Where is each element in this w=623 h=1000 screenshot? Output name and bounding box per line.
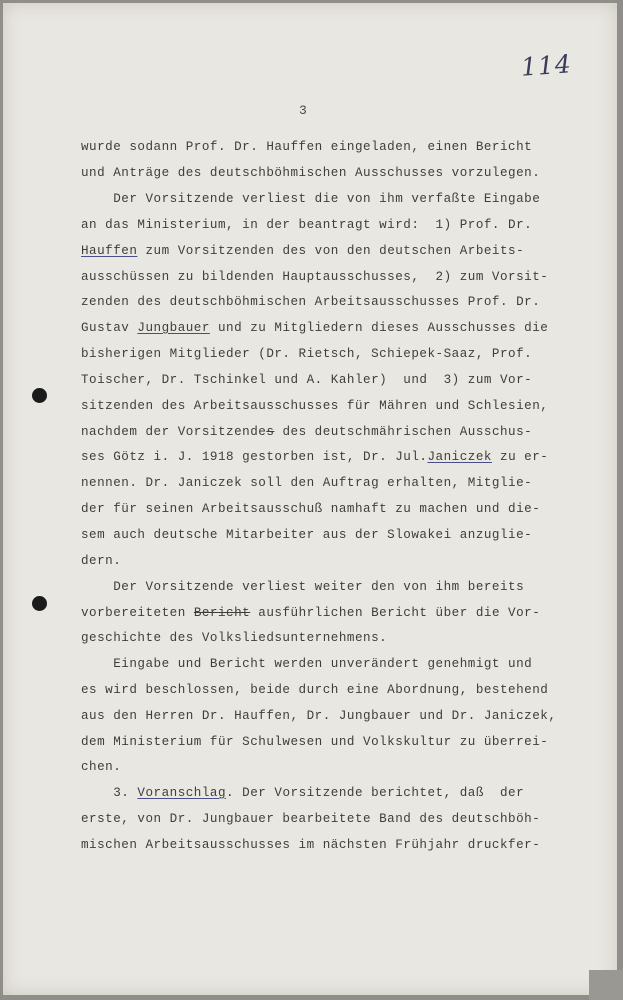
text-line: der für seinen Arbeitsausschuß namhaft zu machen und die- — [81, 502, 541, 516]
text-line: aus den Herren Dr. Hauffen, Dr. Jungbauer und Dr. Janiczek, — [81, 709, 557, 723]
section-heading: Voranschlag — [137, 786, 227, 800]
text-line: dem Ministerium für Schulwesen und Volkskultur zu überrei- — [81, 735, 549, 749]
text-line: sem auch deutsche Mitarbeiter aus der Slowakei anzuglie- — [81, 528, 533, 542]
text-line: dern. — [81, 554, 122, 568]
text-line: ses Götz i. J. 1918 gestorben ist, Dr. Jul.Janiczek zu er- — [81, 450, 549, 464]
text-line: und Anträge des deutschböhmischen Ausschusses vorzulegen. — [81, 166, 541, 180]
text-line: bisherigen Mitglieder (Dr. Rietsch, Schiepek-Saaz, Prof. — [81, 347, 533, 361]
struck-word: Bericht — [193, 606, 251, 620]
text-line: nennen. Dr. Janiczek soll den Auftrag erhalten, Mitglie- — [81, 476, 533, 490]
underlined-name: Hauffen — [81, 244, 138, 258]
text-line: erste, von Dr. Jungbauer bearbeitete Band des deutschböh- — [81, 812, 541, 826]
text-line: Der Vorsitzende verliest weiter den von ihm bereits — [81, 580, 525, 594]
text-line: 3. Voranschlag. Der Vorsitzende berichtet, daß der — [81, 786, 525, 800]
text-line: sitzenden des Arbeitsausschusses für Mähren und Schlesien, — [81, 399, 549, 413]
text-line: an das Ministerium, in der beantragt wird: 1) Prof. Dr. — [81, 218, 533, 232]
text-line: chen. — [81, 760, 122, 774]
text-line: mischen Arbeitsausschusses im nächsten Frühjahr druckfer- — [81, 838, 541, 852]
text-line: ausschüssen zu bildenden Hauptausschusses, 2) zum Vorsit- — [81, 270, 549, 284]
text-line: Eingabe und Bericht werden unverändert genehmigt und — [81, 657, 533, 671]
text-line: Toischer, Dr. Tschinkel und A. Kahler) und 3) zum Vor- — [81, 373, 533, 387]
text-line: wurde sodann Prof. Dr. Hauffen eingeladen, einen Bericht — [81, 140, 533, 154]
text-line: Der Vorsitzende verliest die von ihm verfaßte Eingabe — [81, 192, 541, 206]
text-line: zenden des deutschböhmischen Arbeitsausschusses Prof. Dr. — [81, 295, 541, 309]
document-page — [3, 3, 617, 995]
text-line: Hauffen zum Vorsitzenden des von den deutschen Arbeits- — [81, 244, 525, 258]
folio-number: 114 — [520, 49, 573, 82]
text-line: es wird beschlossen, beide durch eine Abordnung, bestehend — [81, 683, 549, 697]
text-line: nachdem der Vorsitzendes des deutschmährischen Ausschus- — [81, 425, 533, 439]
punch-hole — [32, 596, 47, 611]
page-number: 3 — [299, 103, 307, 118]
text-line: geschichte des Volksliedsunternehmens. — [81, 631, 388, 645]
text-line: Gustav Jungbauer und zu Mitgliedern dieses Ausschusses die — [81, 321, 549, 335]
underlined-name: Janiczek — [427, 450, 492, 464]
underlined-name: Jungbauer — [137, 321, 210, 335]
struck-letter: s — [266, 425, 275, 439]
punch-hole — [32, 388, 47, 403]
text-line: vorbereiteten Bericht ausführlichen Bericht über die Vor- — [81, 606, 541, 620]
page-corner — [589, 970, 623, 1000]
